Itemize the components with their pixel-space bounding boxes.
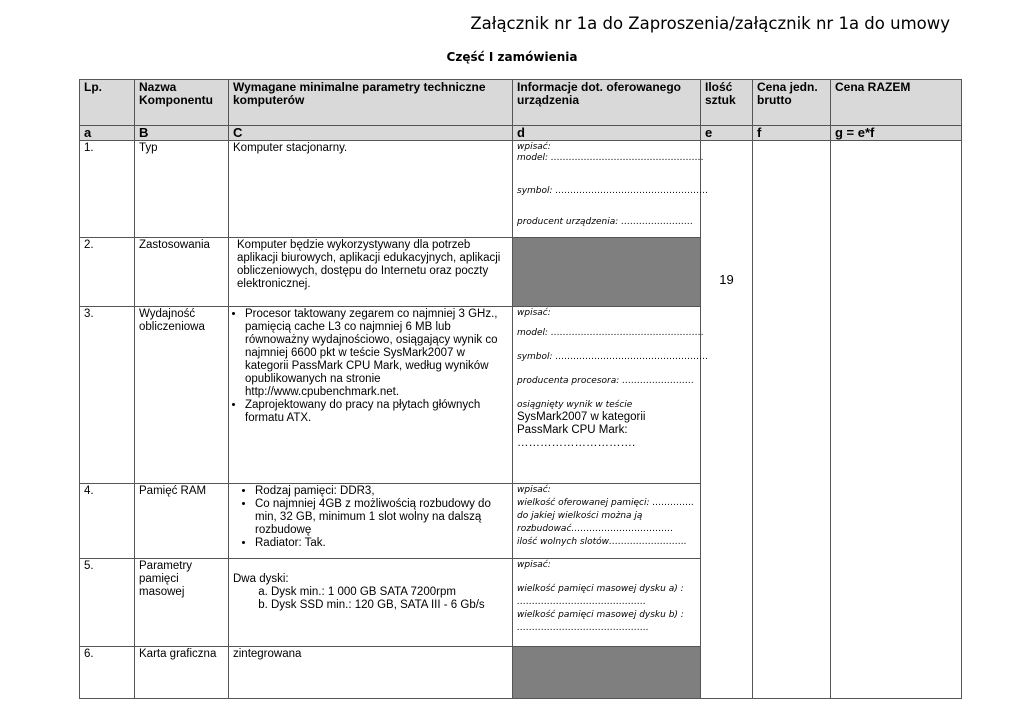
section-title: Część I zamówienia (446, 50, 578, 64)
annex-title: Załącznik nr 1a do Zaproszenia/załącznik nr 1a do umowy (470, 14, 950, 33)
info-line: osiągnięty wynik w teście (517, 400, 633, 410)
letter-g: g = e*f (831, 126, 962, 141)
row-name: Typ (135, 141, 229, 238)
row-name: Pamięć RAM (135, 484, 229, 559)
letter-a: a (80, 126, 135, 141)
row-lp: 1. (80, 141, 135, 238)
row-params: Komputer będzie wykorzystywany dla potrzeb aplikacji biurowych, aplikacji edukacyjnych, aplikacji obliczeniowych, dostępu do Internetu oraz poczty elektronicznej. (229, 238, 513, 307)
info-line: wpisać: (517, 485, 551, 495)
quantity-value: 19 (719, 272, 734, 287)
info-line: wpisać: (517, 560, 551, 570)
row-info-blocked (513, 238, 701, 307)
col-lp: Lp. (80, 80, 135, 126)
letter-f: f (753, 126, 831, 141)
info-line: rozbudować……………………………. (517, 524, 674, 534)
info-line (517, 164, 696, 175)
unit-price-cell (753, 141, 831, 699)
info-line: symbol: …………………………………………… (517, 352, 709, 362)
header-row (80, 80, 962, 126)
letter-d: d (513, 126, 701, 141)
letter-e: e (701, 126, 753, 141)
letter-c: C (229, 126, 513, 141)
row-name: Zastosowania (135, 238, 229, 307)
info-line: wielkość oferowanej pamięci: ………….. (517, 498, 695, 508)
info-line: model: …………………………………………… (517, 153, 704, 163)
info-line: model: …………………………………………… (517, 328, 704, 338)
info-line (517, 197, 696, 208)
param-bullet: • Rodzaj pamięci: DDR3, (255, 485, 508, 498)
info-line: …………………………………….. (517, 623, 649, 633)
info-line: ……………………………………. (517, 597, 646, 607)
info-line: ilość wolnych slotów…………………….. (517, 537, 687, 547)
row-lp: 5. (80, 559, 135, 647)
info-line: producenta procesora: …………………… (517, 376, 695, 386)
quantity-cell (701, 141, 753, 699)
col-info: Informacje dot. oferowanego urządzenia (513, 80, 701, 126)
row-params (229, 307, 513, 484)
info-line: do jakiej wielkości można ją (517, 511, 643, 521)
row-info (513, 559, 701, 647)
row-name: Parametry pamięci masowej (135, 559, 229, 647)
row-info (513, 484, 701, 559)
row-lp: 4. (80, 484, 135, 559)
row-name: Wydajność obliczeniowa (135, 307, 229, 484)
info-line: SysMark2007 w kategorii PassMark CPU Mark: …………………………. (517, 411, 646, 449)
param-bullet: • Zaprojektowany do pracy na płytach głównych formatu ATX. (245, 399, 508, 425)
info-line: wielkość pamięci masowej dysku b) : (517, 610, 684, 620)
row-lp: 6. (80, 647, 135, 699)
row-params (229, 559, 513, 647)
row-name: Karta graficzna (135, 647, 229, 699)
col-params: Wymagane minimalne parametry techniczne komputerów (229, 80, 513, 126)
table-row (80, 141, 962, 238)
param-list-item: b. Dysk SSD min.: 120 GB, SATA III - 6 Gb/s (271, 599, 508, 612)
letter-b: B (135, 126, 229, 141)
param-bullet: • Co najmniej 4GB z możliwością rozbudowy do min, 32 GB, minimum 1 slot wolny na dalszą rozbudowę (255, 498, 508, 537)
row-info (513, 141, 709, 238)
row-params (229, 484, 513, 559)
row-info (513, 307, 709, 484)
info-line: wpisać: (517, 142, 551, 152)
param-bullet: • Radiator: Tak. (255, 537, 508, 550)
col-total: Cena RAZEM (831, 80, 962, 126)
total-cell (831, 141, 962, 699)
param-list-item: a. Dysk min.: 1 000 GB SATA 7200rpm (271, 586, 508, 599)
row-lp: 3. (80, 307, 135, 484)
col-unit-price: Cena jedn. brutto (753, 80, 831, 126)
letter-row (80, 126, 962, 141)
info-line: wielkość pamięci masowej dysku a) : (517, 584, 684, 594)
param-heading: Dwa dyski: (233, 573, 289, 585)
info-line: symbol: …………………………………………… (517, 186, 709, 196)
col-name: Nazwa Komponentu (135, 80, 229, 126)
row-info-blocked (513, 647, 701, 699)
row-lp: 2. (80, 238, 135, 307)
row-params: Komputer stacjonarny. (229, 141, 513, 238)
param-bullet: • Procesor taktowany zegarem co najmniej 3 GHz., pamięcią cache L3 co najmniej 6 MB lub równoważny wydajnościowo, osiągający wynik co najmniej 6600 pkt w teście SysMark2007 w kategorii PassMark CPU Mark, według wyników opublikowanych na stronie http://www.cpubenchmark.net. (245, 308, 508, 399)
info-line: producent urządzenia: …………………… (517, 217, 694, 227)
info-line: wpisać: (517, 308, 551, 318)
row-params: zintegrowana (229, 647, 513, 699)
col-qty: Ilość sztuk (701, 80, 753, 126)
spec-table (79, 79, 962, 699)
